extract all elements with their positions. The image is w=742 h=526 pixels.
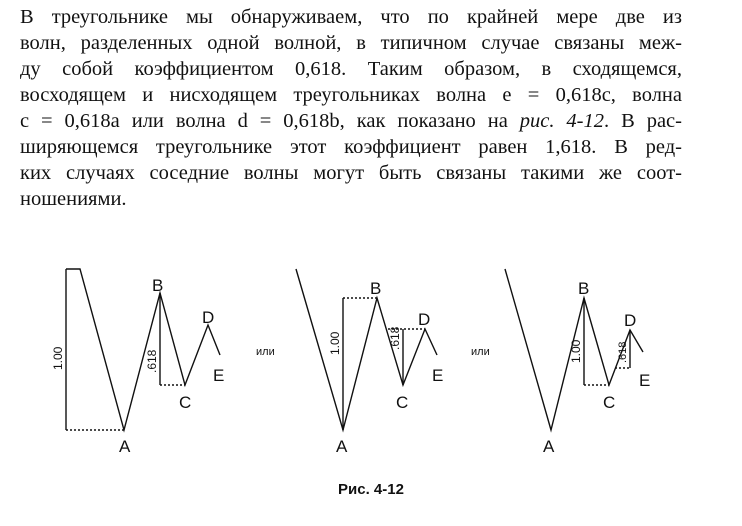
paragraph-line: В треугольнике мы обнаруживаем, что по крайней мере две из	[20, 6, 682, 28]
point-label-e: E	[213, 366, 225, 385]
figure-reference: рис. 4-12	[519, 110, 605, 132]
full-measure-label: 1.00	[328, 331, 342, 355]
diagram-2	[296, 269, 437, 430]
wave-path	[296, 269, 437, 430]
separator-or: или	[471, 346, 490, 358]
paragraph-line: ду собой коэффициентом 0,618. Таким образом, в сходящемся,	[20, 58, 682, 80]
full-measure-label: 1.00	[569, 339, 583, 363]
point-label-e: E	[432, 366, 444, 385]
point-label-b: B	[578, 279, 590, 298]
paragraph-line: ношениями.	[20, 188, 127, 210]
paragraph-line: восходящем и нисходящем треугольниках волна e = 0,618c, волна	[20, 84, 682, 106]
paragraph-text: . В рас-	[604, 110, 682, 132]
paragraph-text: c = 0,618a или волна d = 0,618b, как показано на	[20, 110, 520, 132]
point-label-a: A	[119, 437, 131, 456]
body-paragraph	[20, 4, 682, 212]
point-label-e: E	[639, 371, 651, 390]
point-label-c: C	[603, 393, 616, 412]
figure-caption: Рис. 4-12	[338, 481, 404, 498]
ratio-measure-label: .618	[145, 349, 159, 373]
wave-path	[66, 269, 220, 430]
full-measure-label: 1.00	[51, 346, 65, 370]
ratio-measure-label: .618	[617, 341, 629, 363]
ratio-measure-label: .618	[388, 326, 402, 350]
point-label-c: C	[396, 393, 409, 412]
separator-or: или	[256, 346, 275, 358]
paragraph-line: волн, разделенных одной волной, в типичном случае связаны меж-	[20, 32, 682, 54]
paragraph-line: ких случаях соседние волны могут быть связаны такими же соот-	[20, 162, 682, 184]
point-label-a: A	[336, 437, 348, 456]
point-label-b: B	[370, 279, 382, 298]
point-label-d: D	[624, 311, 637, 330]
paragraph-line-with-reference	[20, 108, 682, 134]
point-label-b: B	[152, 276, 164, 295]
point-label-d: D	[418, 310, 431, 329]
point-label-c: C	[179, 393, 192, 412]
point-label-d: D	[202, 308, 215, 327]
point-label-a: A	[543, 437, 555, 456]
triangle-diagrams-figure	[0, 255, 742, 490]
diagram-1	[66, 269, 220, 430]
paragraph-line: ширяющемся треугольнике этот коэффициент равен 1,618. В ред-	[20, 136, 682, 158]
